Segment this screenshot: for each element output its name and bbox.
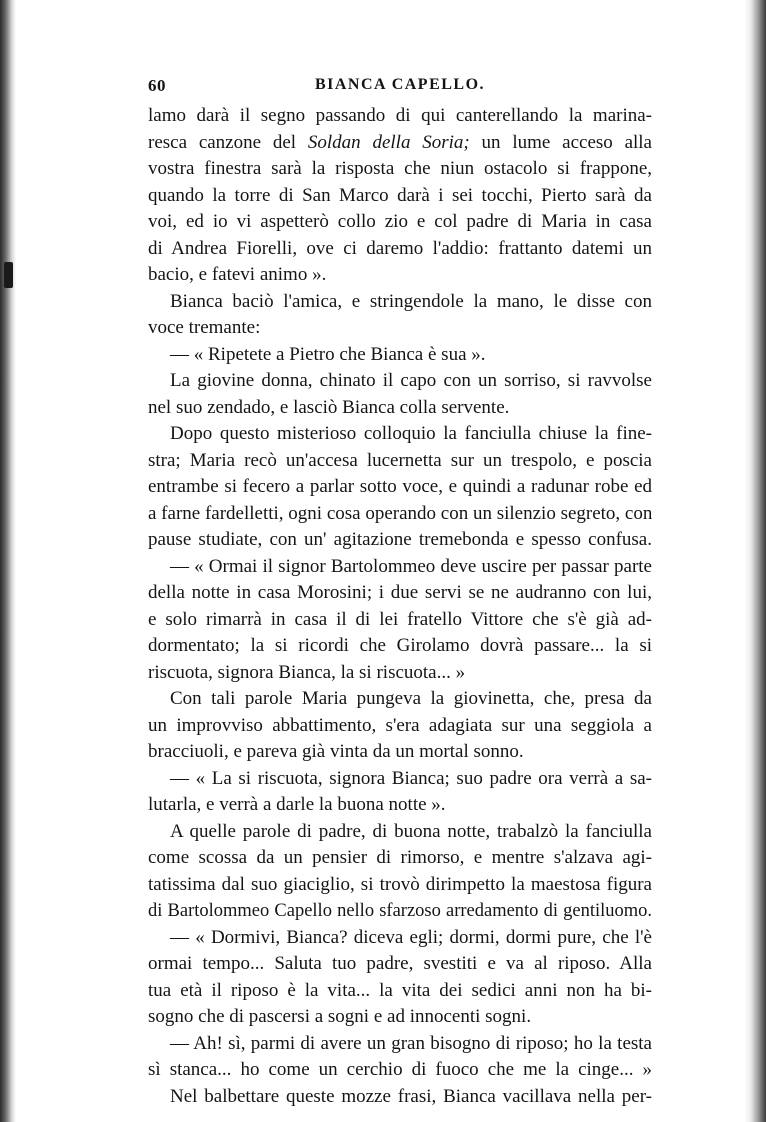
page-left-edge-shadow bbox=[0, 0, 16, 1122]
text-line: — « Ripetete a Pietro che Bianca è sua ». bbox=[170, 343, 486, 365]
text-line: nel suo zendado, e lasciò Bianca colla servente. bbox=[148, 396, 510, 418]
text-line: sogno che di pascersi a sogni e ad innocenti sogni. bbox=[148, 1006, 532, 1027]
text-line: un improvviso abbattimento, s'era adagiata sur una seggiola a bbox=[148, 714, 652, 736]
text-line: tua età il riposo è la vita... la vita dei sedici anni non ha bi- bbox=[148, 979, 652, 1001]
text-line: resca canzone del Soldan della Soria; un lume acceso alla bbox=[148, 131, 652, 153]
text-line: come scossa da un pensier di rimorso, e mentre s'alzava agi- bbox=[148, 847, 652, 868]
text-line: bracciuoli, e pareva già vinta da un mortal sonno. bbox=[148, 741, 524, 762]
text-line: entrambe si fecero a parlar sotto voce, e quindi a radunar robe ed bbox=[148, 476, 652, 497]
text-line: voi, ed io vi aspetterò collo zio e col padre di Maria in casa bbox=[148, 211, 652, 232]
running-title: BIANCA CAPELLO. bbox=[314, 76, 486, 93]
page-right-edge-shadow bbox=[744, 0, 766, 1122]
text-line: La giovine donna, chinato il capo con un sorriso, si ravvolse bbox=[170, 370, 652, 391]
text-line: stra; Maria recò un'accesa lucernetta sur un trespolo, e poscia bbox=[148, 449, 652, 471]
text-line: bacio, e fatevi animo ». bbox=[148, 264, 327, 285]
body-text bbox=[148, 103, 652, 1110]
italic-title: Soldan della Soria; bbox=[307, 131, 470, 153]
text-line: di Bartolommeo Capello nello sfarzoso arredamento di gentiluomo. bbox=[148, 901, 652, 921]
text-line: dormentato; la si ricordi che Girolamo dovrà passare... la si bbox=[148, 635, 652, 656]
text-line: vostra finestra sarà la risposta che niun ostacolo si frappone, bbox=[148, 158, 652, 179]
text-line: — « Dormivi, Bianca? diceva egli; dormi, dormi pure, che l'è bbox=[170, 926, 652, 948]
text-line: A quelle parole di padre, di buona notte, trabalzò la fanciulla bbox=[170, 820, 652, 842]
text-line: Bianca baciò l'amica, e stringendole la mano, le disse con bbox=[170, 290, 652, 312]
text-line: Con tali parole Maria pungeva la giovinetta, che, presa da bbox=[170, 688, 652, 709]
text-line: lutarla, e verrà a darle la buona notte ». bbox=[148, 794, 446, 815]
text-line: voce tremante: bbox=[148, 317, 261, 338]
text-line: a farne fardelletti, ogni cosa operando con un silenzio segreto, con bbox=[148, 502, 652, 524]
text-line: quando la torre di San Marco darà i sei tocchi, Pierto sarà da bbox=[148, 184, 652, 206]
margin-mark bbox=[4, 262, 13, 288]
text-line: e solo rimarrà in casa il di lei fratello Vittore che s'è già ad- bbox=[148, 608, 652, 630]
text-line: — « La si riscuota, signora Bianca; suo padre ora verrà a sa- bbox=[170, 767, 652, 789]
text-line: sì stanca... ho come un cerchio di fuoco che me la cinge... » bbox=[148, 1059, 652, 1080]
text-line: Dopo questo misterioso colloquio la fanciulla chiuse la fine- bbox=[170, 423, 652, 444]
text-line: lamo darà il segno passando di qui canterellando la marina- bbox=[148, 105, 652, 126]
text-line: — Ah! sì, parmi di avere un gran bisogno di riposo; ho la testa bbox=[170, 1032, 652, 1054]
text-line: Nel balbettare queste mozze frasi, Bianca vacillava nella per- bbox=[170, 1085, 652, 1107]
text-line: riscuota, signora Bianca, la si riscuota... » bbox=[148, 661, 466, 683]
page-number: 60 bbox=[148, 76, 166, 95]
page-header bbox=[148, 76, 652, 98]
text-line: ormai tempo... Saluta tuo padre, svestiti e va al riposo. Alla bbox=[148, 953, 652, 974]
text-line: di Andrea Fiorelli, ove ci daremo l'addio: frattanto datemi un bbox=[148, 237, 652, 259]
text-line: — « Ormai il signor Bartolommeo deve uscire per passar parte bbox=[170, 555, 652, 577]
text-line: tatissima dal suo giaciglio, si trovò dirimpetto la maestosa figura bbox=[148, 873, 652, 895]
text-line: pause studiate, con un' agitazione tremebonda e spesso confusa. bbox=[148, 529, 652, 550]
text-line: della notte in casa Morosini; i due servi se ne audranno con lui, bbox=[148, 582, 652, 603]
